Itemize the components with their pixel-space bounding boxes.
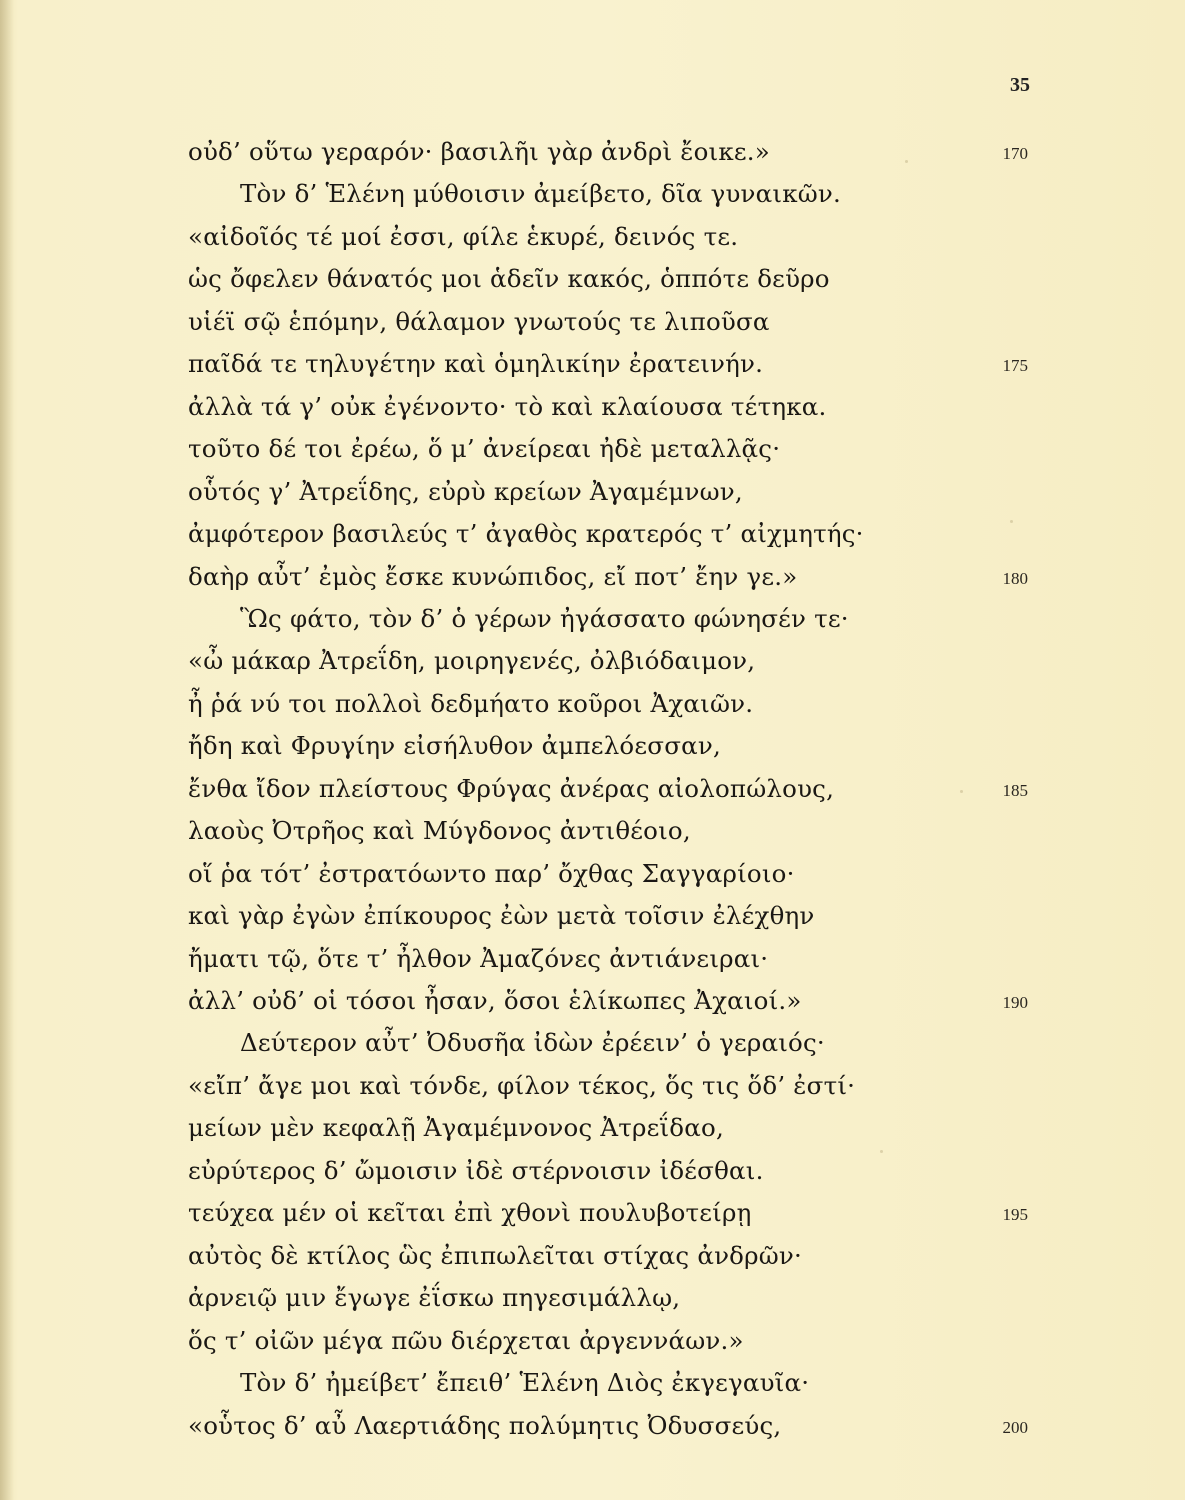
verse-line bbox=[0, 767, 1185, 810]
verse-text: ἀλλὰ τά γ’ οὐκ ἐγένοντο· τὸ καὶ κλαίουσα τέτηκα. bbox=[188, 391, 827, 421]
verse-text: Τὸν δ’ ἠμείβετ’ ἔπειθ’ Ἑλένη Διὸς ἐκγεγαυῖα· bbox=[240, 1368, 810, 1398]
verse-text: ἀμφότερον βασιλεύς τ’ ἀγαθὸς κρατερός τ’ αἰχμητής· bbox=[188, 519, 864, 549]
verse-text: «αἰδοῖός τέ μοί ἐσσι, φίλε ἑκυρέ, δεινός τε. bbox=[188, 221, 739, 251]
line-number: 180 bbox=[1002, 568, 1028, 588]
verse-text: λαοὺς Ὀτρῆος καὶ Μύγδονος ἀντιθέοιο, bbox=[188, 816, 691, 846]
verse-text: οὐδ’ οὕτω γεραρόν· βασιλῆι γὰρ ἀνδρὶ ἔοικε.» bbox=[188, 137, 770, 166]
verse-line bbox=[0, 1234, 1185, 1277]
verse-line bbox=[0, 894, 1185, 937]
verse-line bbox=[0, 555, 1185, 598]
verse-line bbox=[0, 597, 1185, 640]
verse-line bbox=[0, 979, 1185, 1022]
verse-text: Τὸν δ’ Ἑλένη μύθοισιν ἀμείβετο, δῖα γυναικῶν. bbox=[240, 179, 841, 209]
verse-text: ἀρνειῷ μιν ἔγωγε ἐΐσκω πηγεσιμάλλῳ, bbox=[188, 1283, 681, 1313]
verse-text: οὗτός γ’ Ἀτρεΐδης, εὐρὺ κρείων Ἀγαμέμνων, bbox=[188, 476, 743, 506]
verse-text: υἱέϊ σῷ ἑπόμην, θάλαμον γνωτούς τε λιποῦσα bbox=[188, 306, 770, 336]
line-number: 195 bbox=[1002, 1205, 1028, 1225]
verse-line bbox=[0, 342, 1185, 385]
verse-text: τεύχεα μέν οἱ κεῖται ἐπὶ χθονὶ πουλυβοτείρῃ bbox=[188, 1198, 752, 1228]
verse-text: Ὣς φάτο, τὸν δ’ ὁ γέρων ἠγάσσατο φώνησέν τε· bbox=[240, 603, 849, 633]
verse-line bbox=[0, 1276, 1185, 1319]
verse-line bbox=[0, 512, 1185, 555]
verse-text: καὶ γὰρ ἐγὼν ἐπίκουρος ἐὼν μετὰ τοῖσιν ἐλέχθην bbox=[188, 901, 815, 931]
line-number: 190 bbox=[1002, 993, 1028, 1012]
verse-text: «εἴπ’ ἄγε μοι καὶ τόνδε, φίλον τέκος, ὅς τις ὅδ’ ἐστί· bbox=[188, 1070, 856, 1100]
verse-text: Δεύτερον αὖτ’ Ὀδυσῆα ἰδὼν ἐρέειν’ ὁ γεραιός· bbox=[240, 1028, 825, 1058]
verse-text: «ὦ μάκαρ Ἀτρεΐδη, μοιρηγενές, ὀλβιόδαιμον, bbox=[188, 646, 756, 676]
verse-line bbox=[0, 809, 1185, 852]
verse-text: ὅς τ’ οἰῶν μέγα πῶυ διέρχεται ἀργεννάων.» bbox=[188, 1325, 744, 1355]
verse-line bbox=[0, 427, 1185, 470]
verse-line bbox=[0, 639, 1185, 682]
verse-line bbox=[0, 470, 1185, 513]
verse-line bbox=[0, 724, 1185, 767]
verse-text: μείων μὲν κεφαλῇ Ἀγαμέμνονος Ἀτρεΐδαο, bbox=[188, 1113, 724, 1143]
verse-line bbox=[0, 1319, 1185, 1362]
verse-line bbox=[0, 1064, 1185, 1107]
verse-text: εὐρύτερος δ’ ὤμοισιν ἰδὲ στέρνοισιν ἰδέσθαι. bbox=[188, 1155, 764, 1185]
verse-text: ἤματι τῷ, ὅτε τ’ ἦλθον Ἀμαζόνες ἀντιάνειραι· bbox=[188, 943, 769, 973]
verse-line bbox=[0, 257, 1185, 300]
verse-line bbox=[0, 1149, 1185, 1192]
verse-line bbox=[0, 1361, 1185, 1404]
verse-line bbox=[0, 130, 1185, 173]
verse-line bbox=[0, 1191, 1185, 1234]
verse-text: παῖδά τε τηλυγέτην καὶ ὁμηλικίην ἐρατεινήν. bbox=[188, 349, 764, 379]
verse-text: ἤδη καὶ Φρυγίην εἰσήλυθον ἀμπελόεσσαν, bbox=[188, 731, 721, 761]
line-number: 175 bbox=[1002, 356, 1028, 376]
verse-text: ἦ ῥά νύ τοι πολλοὶ δεδμήατο κοῦροι Ἀχαιῶν. bbox=[188, 688, 754, 718]
verse-text: ἀλλ’ οὐδ’ οἱ τόσοι ἦσαν, ὅσοι ἑλίκωπες Ἀχαιοί.» bbox=[188, 986, 802, 1015]
line-number: 170 bbox=[1002, 144, 1028, 163]
verse-text: ὡς ὄφελεν θάνατός μοι ἁδεῖν κακός, ὁππότε δεῦρο bbox=[188, 264, 830, 294]
verse-line bbox=[0, 385, 1185, 428]
verse-line bbox=[0, 172, 1185, 215]
verse-line bbox=[0, 215, 1185, 258]
verse-text: ἔνθα ἴδον πλείστους Φρύγας ἀνέρας αἰολοπώλους, bbox=[188, 773, 835, 803]
page-number: 35 bbox=[1010, 74, 1030, 96]
verse-text: αὐτὸς δὲ κτίλος ὣς ἐπιπωλεῖται στίχας ἀνδρῶν· bbox=[188, 1240, 802, 1270]
line-number: 200 bbox=[1002, 1417, 1028, 1437]
verse-text: οἵ ῥα τότ’ ἐστρατόωντο παρ’ ὄχθας Σαγγαρίοιο· bbox=[188, 858, 795, 888]
verse-text: δαὴρ αὖτ’ ἐμὸς ἔσκε κυνώπιδος, εἴ ποτ’ ἔην γε.» bbox=[188, 561, 798, 591]
verse-text: «οὗτος δ’ αὖ Λαερτιάδης πολύμητις Ὀδυσσεύς, bbox=[188, 1410, 782, 1440]
line-number: 185 bbox=[1002, 780, 1028, 800]
verse-line bbox=[0, 300, 1185, 343]
verse-line bbox=[0, 1106, 1185, 1149]
verse-text: τοῦτο δέ τοι ἐρέω, ὅ μ’ ἀνείρεαι ἠδὲ μεταλλᾷς· bbox=[188, 434, 781, 464]
verse-line bbox=[0, 852, 1185, 895]
verse-line bbox=[0, 937, 1185, 980]
verse-line bbox=[0, 1021, 1185, 1064]
verse-line bbox=[0, 682, 1185, 725]
verse-line bbox=[0, 1404, 1185, 1447]
